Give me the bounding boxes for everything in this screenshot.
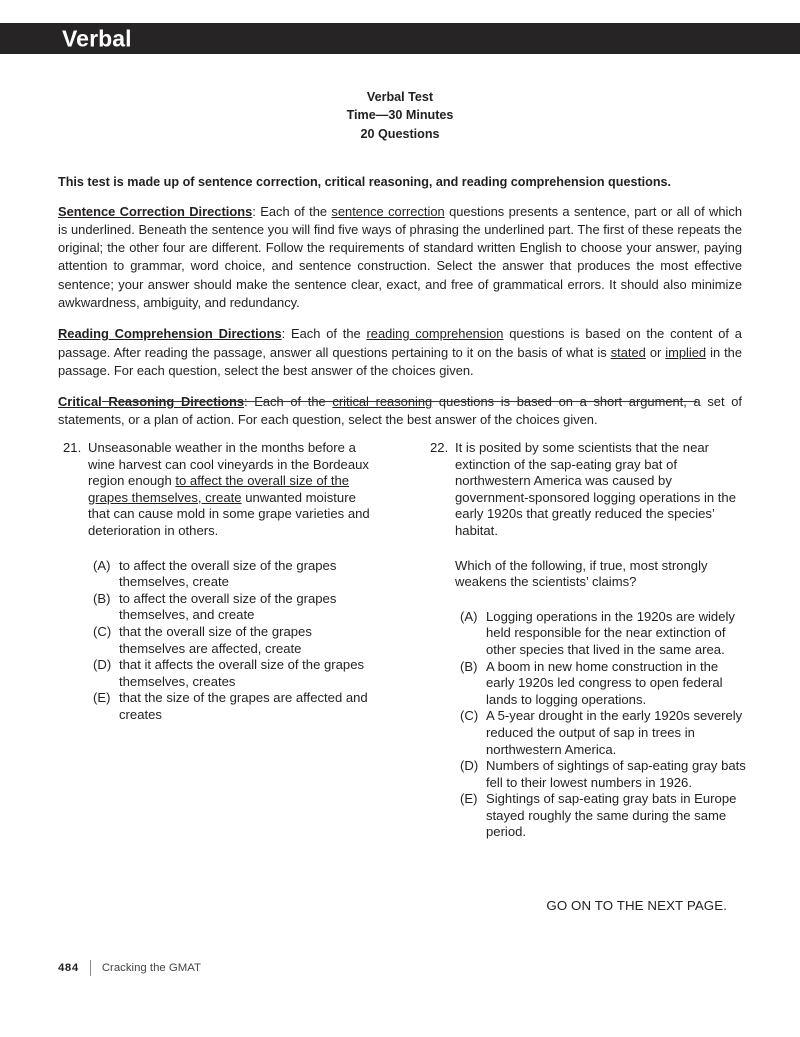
choice-letter: (E) xyxy=(93,690,111,706)
reading-comprehension-text-3: or xyxy=(645,344,666,360)
choice-letter: (B) xyxy=(460,658,478,674)
question-21-stem-before: Unseasonable weather in the months before a wine harvest can cool vineyards in the Bordeaux region enough xyxy=(88,440,369,489)
question-22 xyxy=(425,440,748,591)
critical-reasoning-directions xyxy=(58,393,742,430)
choice-letter: (D) xyxy=(93,657,112,673)
choice-letter: (C) xyxy=(93,623,112,639)
page-number: 484 xyxy=(58,962,79,974)
sentence-correction-text-2: questions presents a sentence, part or all of which is underlined. Beneath the sentence you will find five ways of phrasing the underlined part. The first of these repeats the original; the other four are different. Follow the requirements of standard written English to choose your answer, paying attention to grammar, word choice, and sentence construction. Select the answer that produces the most effective sentence; your answer should make the sentence clear, exact, and free of grammatical errors. It should also minimize awkwardness, ambiguity, and redundancy. xyxy=(58,203,742,311)
book-title: Cracking the GMAT xyxy=(101,962,201,974)
question-21-stem-underlined: to affect the overall size of the grapes themselves, create xyxy=(88,473,350,505)
critical-reasoning-label: Critical Reasoning Directions xyxy=(58,394,244,410)
sentence-correction-directions xyxy=(58,203,742,313)
critical-reasoning-text-2: questions is based on a short argument, a set of statements, or a plan of action. For each question, select the best answer of the choices given. xyxy=(58,394,742,428)
choice-letter: (E) xyxy=(460,791,478,807)
reading-comprehension-term-implied: implied xyxy=(665,344,707,360)
test-title-block xyxy=(0,88,800,143)
reading-comprehension-text-1: Each of the xyxy=(285,326,367,342)
reading-comprehension-label: Reading Comprehension Directions xyxy=(58,326,282,342)
section-divider-rule xyxy=(102,401,697,402)
question-21-choice-c[interactable] xyxy=(93,624,381,657)
question-21-choice-d[interactable] xyxy=(93,657,381,690)
question-22-number: 22. xyxy=(430,440,449,455)
choice-text: A boom in new home construction in the early 1920s led congress to open federal lands to logging operations. xyxy=(486,658,723,707)
sentence-correction-term: sentence correction xyxy=(331,203,445,219)
choice-letter: (C) xyxy=(460,708,479,724)
choice-text: Sightings of sap-eating gray bats in Europe stayed roughly the same during the same period. xyxy=(486,791,737,840)
question-22-choice-e[interactable] xyxy=(460,791,748,841)
question-21-choice-a[interactable] xyxy=(93,558,381,591)
choice-text: that it affects the overall size of the grapes themselves, creates xyxy=(119,657,365,689)
question-22-choice-d[interactable] xyxy=(460,758,748,791)
choice-text: that the size of the grapes are affected and creates xyxy=(119,690,368,722)
reading-comprehension-text-4: in the passage. For each question, select the best answer of the choices given. xyxy=(58,344,743,378)
reading-comprehension-directions xyxy=(58,325,742,380)
test-question-count-line: 20 Questions xyxy=(360,126,440,141)
critical-reasoning-term: critical reasoning xyxy=(332,394,433,410)
sentence-correction-text-1: Each of the xyxy=(255,203,332,219)
directions-section xyxy=(58,161,742,430)
reading-comprehension-term: reading comprehension xyxy=(366,326,504,342)
footer-divider xyxy=(90,960,91,976)
sentence-correction-label: Sentence Correction Directions xyxy=(58,203,253,219)
question-22-choice-b[interactable] xyxy=(460,659,748,709)
critical-reasoning-text-1: Each of the xyxy=(247,394,333,410)
choice-text: Logging operations in the 1920s are widely held responsible for the near extinction of other species that lived in the same area. xyxy=(486,608,735,657)
question-21-choice-e[interactable] xyxy=(93,690,381,723)
choice-text: A 5-year drought in the early 1920s severely reduced the output of sap in trees in northwestern America. xyxy=(486,708,743,757)
question-columns xyxy=(58,440,748,841)
question-21-choice-b[interactable] xyxy=(93,591,381,624)
choice-text: that the overall size of the grapes themselves are affected, create xyxy=(119,623,312,656)
question-22-stem: It is posited by some scientists that the near extinction of the sap-eating gray bat of northwestern America was caused by government-sponsored logging operations in the early 1920s that greatly reduced the species’ habitat. xyxy=(455,440,736,538)
section-title: Verbal xyxy=(62,25,132,51)
test-title-line: Verbal Test xyxy=(366,90,434,104)
question-21-stem-after: unwanted moisture that can cause mold in some grape varieties and deterioration in others. xyxy=(88,489,370,538)
reading-comprehension-colon: : xyxy=(281,326,286,342)
question-21-number: 21. xyxy=(63,440,82,455)
choice-text: to affect the overall size of the grapes themselves, create xyxy=(119,557,337,590)
choice-letter: (D) xyxy=(460,758,479,774)
question-22-choice-c[interactable] xyxy=(460,708,748,758)
test-time-line: Time—30 Minutes xyxy=(346,108,454,123)
question-21 xyxy=(58,440,381,540)
choice-text: Numbers of sightings of sap-eating gray bats fell to their lowest numbers in 1926. xyxy=(486,758,746,790)
column-left xyxy=(58,440,381,841)
question-22-body xyxy=(455,440,748,591)
go-on-notice: GO ON TO THE NEXT PAGE. xyxy=(546,898,727,913)
column-right xyxy=(425,440,748,841)
question-22-choice-a[interactable] xyxy=(460,609,748,659)
page-footer xyxy=(58,960,201,976)
question-21-body xyxy=(88,440,381,540)
running-head-bar xyxy=(0,23,800,54)
critical-reasoning-colon: : xyxy=(244,394,248,410)
question-21-choices xyxy=(58,558,381,724)
reading-comprehension-term-stated: stated xyxy=(610,344,646,360)
choice-letter: (B) xyxy=(93,590,111,606)
choice-letter: (A) xyxy=(460,608,478,624)
question-21-stem xyxy=(88,440,381,540)
directions-intro: This test is made up of sentence correction, critical reasoning, and reading comprehension questions. xyxy=(58,174,672,189)
sentence-correction-colon: : xyxy=(252,203,256,219)
question-22-choices xyxy=(425,609,748,841)
reading-comprehension-text-2: questions is based on the content of a passage. After reading the passage, answer all questions pertaining to it on the basis of what is xyxy=(58,326,742,360)
question-22-prompt: Which of the following, if true, most strongly weakens the scientists’ claims? xyxy=(455,557,708,590)
choice-text: to affect the overall size of the grapes themselves, and create xyxy=(119,590,337,623)
choice-letter: (A) xyxy=(93,557,111,573)
